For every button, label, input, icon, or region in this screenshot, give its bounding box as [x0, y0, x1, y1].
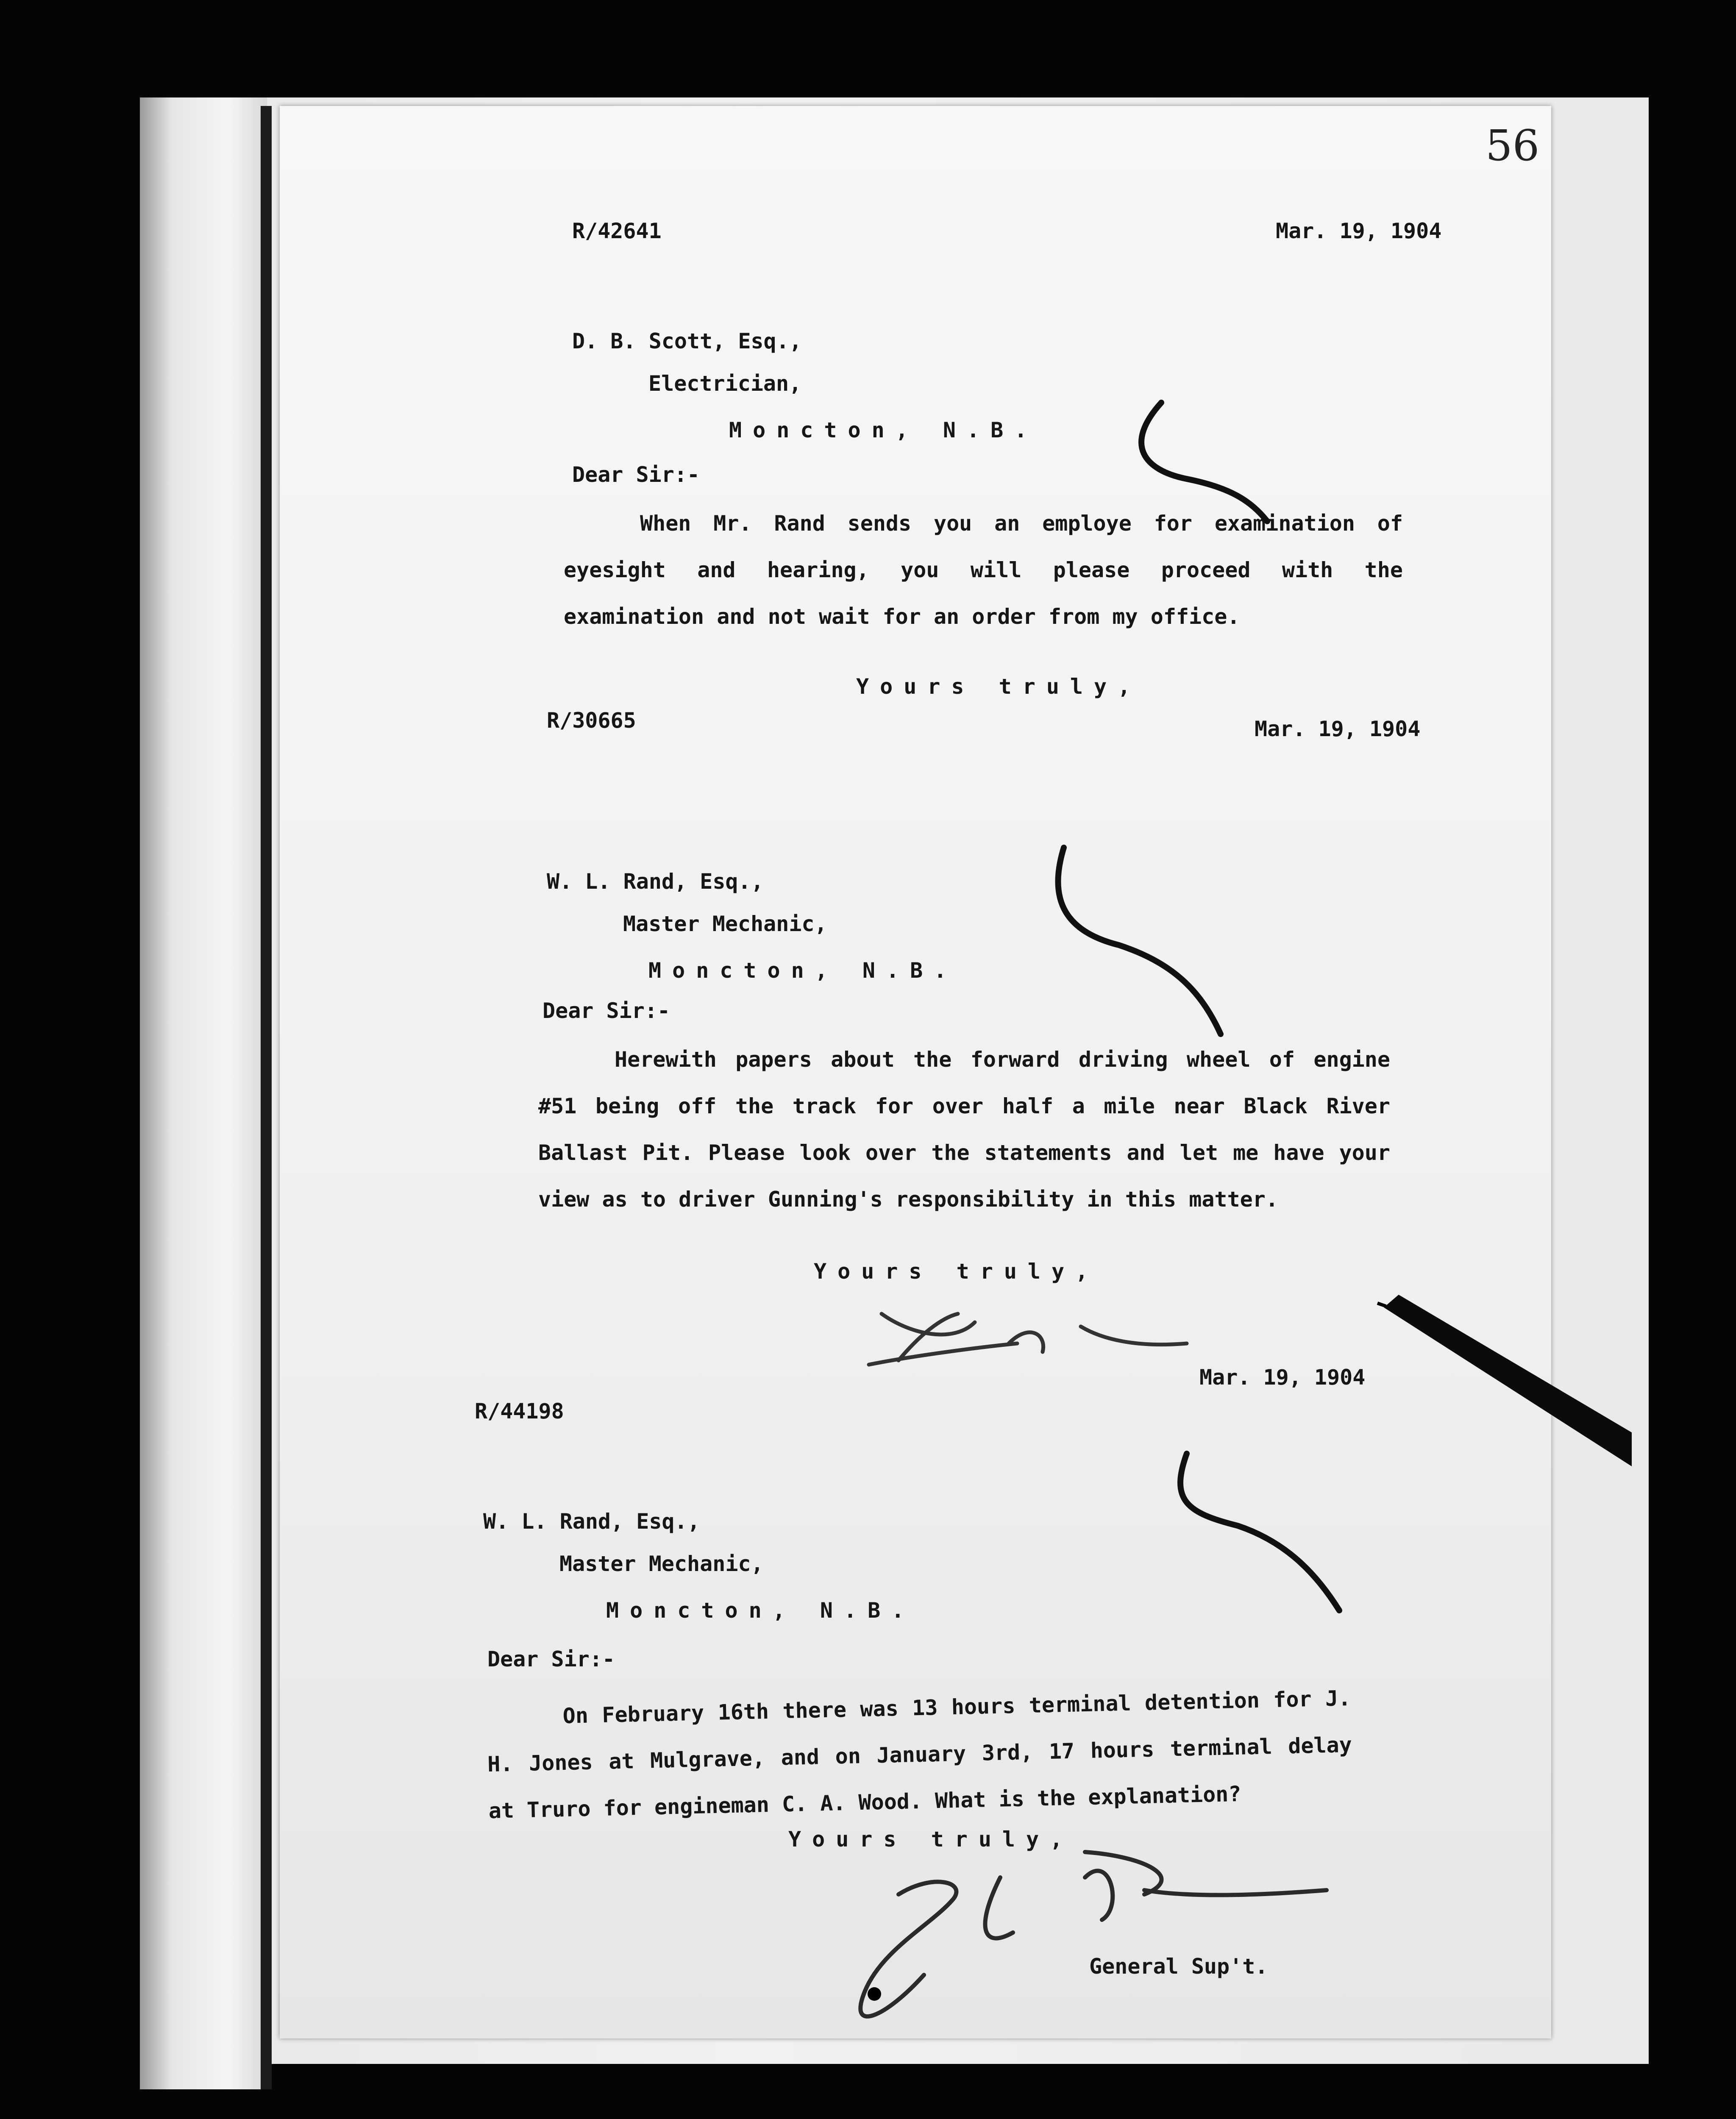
letter3-date: Mar. 19, 1904	[1199, 1365, 1366, 1390]
page-number: 56	[1486, 121, 1540, 170]
pen-checkmark-2	[1058, 848, 1221, 1034]
ink-dot	[868, 1987, 881, 2001]
signature-mark-2	[860, 1852, 1327, 2016]
letter2-salutation: Dear Sir:-	[542, 998, 670, 1023]
signature-mark-1	[869, 1314, 1187, 1365]
letter3-ref: R/44198	[475, 1399, 564, 1424]
pen-checkmark-3	[1180, 1454, 1339, 1610]
letter2-date: Mar. 19, 1904	[1255, 717, 1421, 741]
pen-icon	[1384, 1295, 1632, 1466]
letter3-signature-title: General Sup't.	[1089, 1954, 1268, 1979]
letter1-body: When Mr. Rand sends you an employe for examination of eyesight and hearing, you will please proceed with the examination and not wait for an order from my office.	[564, 511, 1403, 629]
letter1-salutation: Dear Sir:-	[572, 462, 700, 487]
letter2-closing: Yours truly,	[814, 1259, 1099, 1284]
letter1-recipient-title: Electrician,	[648, 371, 802, 396]
letter3-salutation: Dear Sir:-	[487, 1647, 615, 1671]
letter2-body: Herewith papers about the forward driving wheel of engine #51 being off the track for over half a mile near Black River Ballast Pit. Please look over the statements and let me have your view as to driver Gunning's responsibility in this matter.	[538, 1047, 1390, 1212]
letter3-recipient-title: Master Mechanic,	[559, 1552, 764, 1576]
letter2-recipient-title: Master Mechanic,	[623, 912, 827, 936]
letter3-recipient-name: W. L. Rand, Esq.,	[483, 1509, 700, 1534]
letter1-closing: Yours truly,	[856, 674, 1142, 699]
letter3-closing: Yours truly,	[788, 1827, 1074, 1852]
letter1-ref: R/42641	[572, 219, 662, 243]
letter2-recipient-place: Moncton, N.B.	[648, 958, 958, 983]
pen-checkmark-1	[1141, 403, 1267, 521]
letter1-date: Mar. 19, 1904	[1276, 219, 1442, 243]
letter2-recipient-name: W. L. Rand, Esq.,	[547, 869, 764, 894]
letter1-recipient-place: Moncton, N.B.	[729, 418, 1038, 442]
letter2-ref: R/30665	[547, 708, 636, 733]
letter3-body: On February 16th there was 13 hours terminal detention for J. H. Jones at Mulgrave, and on January 3rd, 17 hours terminal delay at Truro for engineman C. A. Wood. What is the explanation?	[487, 1685, 1352, 1824]
letter3-recipient-place: Moncton, N.B.	[606, 1598, 915, 1623]
letter1-recipient-name: D. B. Scott, Esq.,	[572, 329, 802, 353]
